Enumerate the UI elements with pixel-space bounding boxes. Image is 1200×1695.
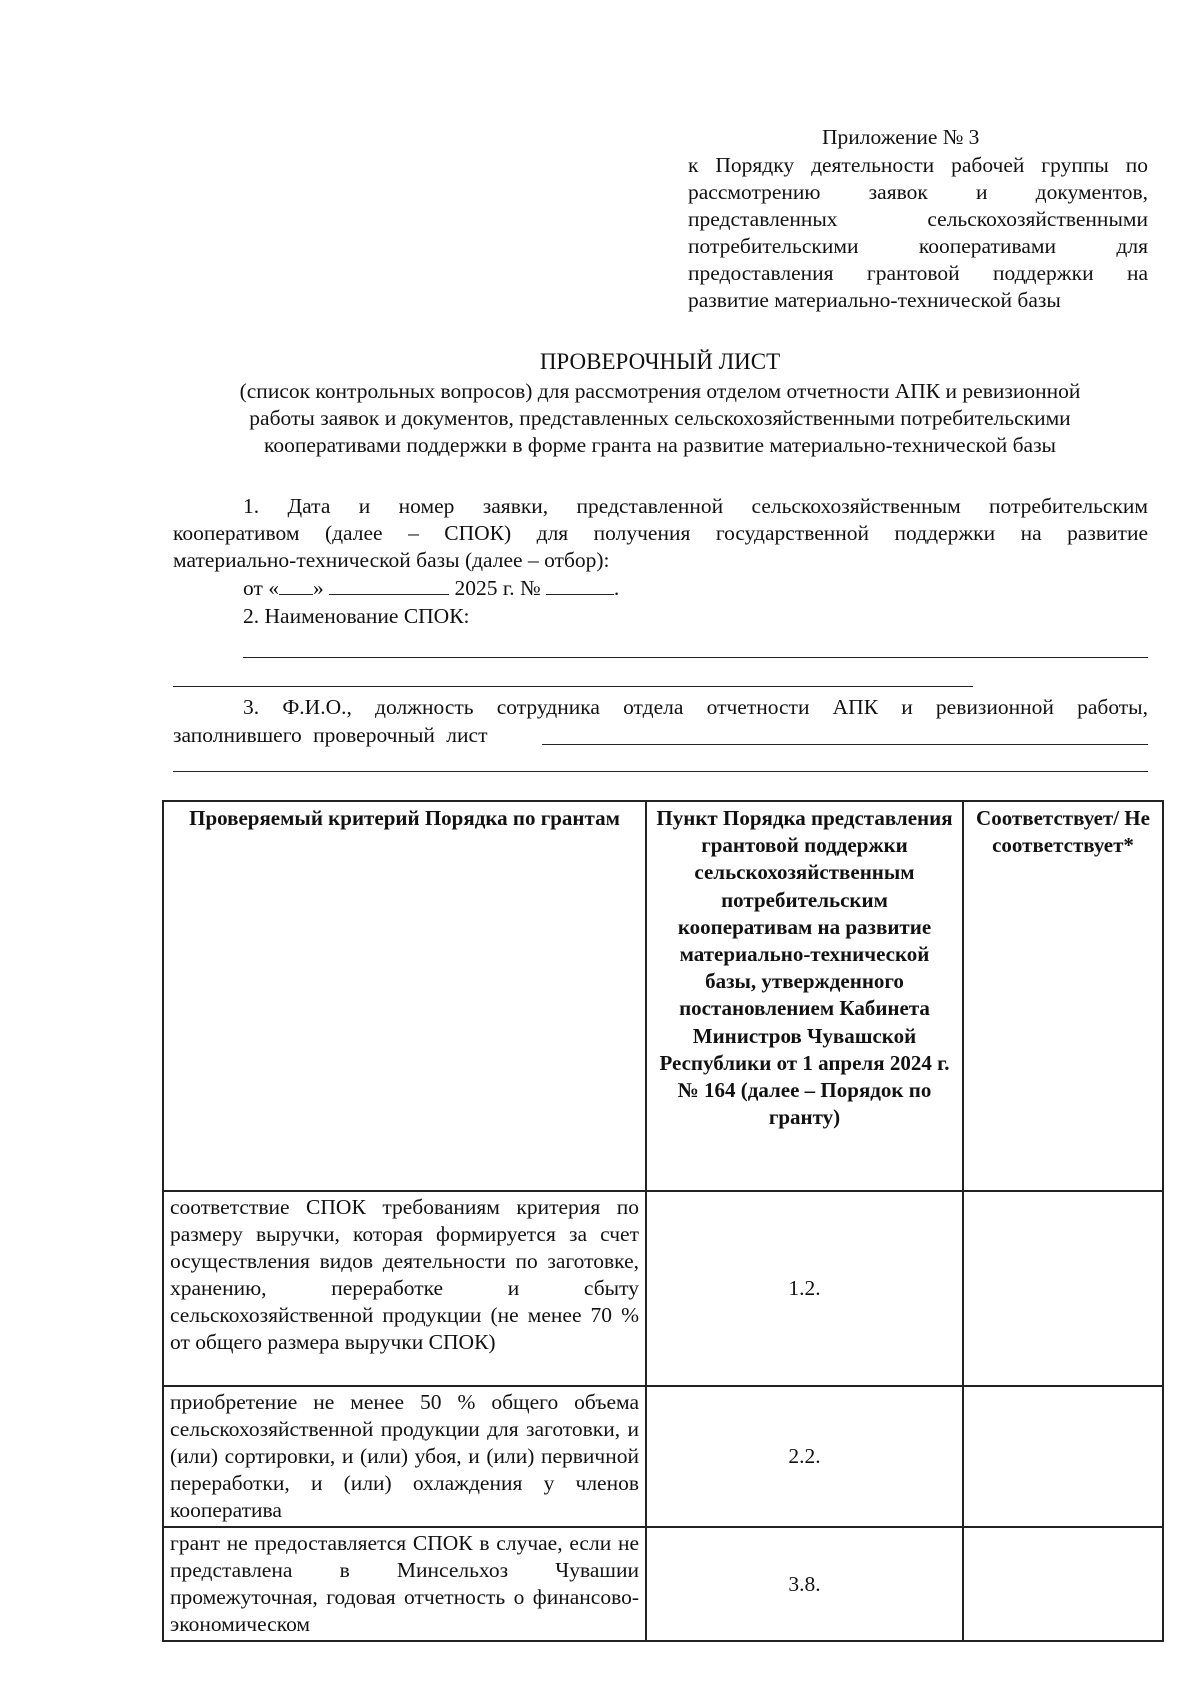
row-criterion: грант не предоставляется СПОК в случае, если не представлена в Минсельхоз Чувашии промежуточная, годовая отчетность о финансово-экономическом [163, 1527, 646, 1641]
row-clause: 1.2. [646, 1191, 963, 1386]
employee-field-line-2[interactable] [173, 771, 1148, 772]
row-criterion: соответствие СПОК требованиям критерия по размеру выручки, которая формируется за счет осуществления видов деятельности по заготовке, хранению, переработке и сбыту сельскохозяйственной продукции (не менее 70 % от общего размера выручки СПОК) [163, 1191, 646, 1386]
spok-name-field-line-1[interactable] [243, 657, 1148, 658]
row-compliance-cell[interactable] [963, 1191, 1163, 1386]
appendix-title: Приложение № 3 [822, 125, 980, 149]
table-header-row [163, 801, 1163, 1191]
header-clause: Пункт Порядка представления грантовой поддержки сельскохозяйственным потребительским кооперативам на развитие материально-технической базы, утвержденного постановлением Кабинета Министров Чувашской Республики от 1 апреля 2024 г. № 164 (далее – Порядок по гранту) [646, 801, 963, 1191]
appendix-line: представленных сельскохозяйственными [688, 207, 1148, 231]
month-field[interactable] [329, 574, 449, 595]
header-compliance: Соответствует/ Не соответствует* [963, 801, 1163, 1191]
item-3-line-2: заполнившего проверочный лист [173, 723, 488, 747]
document-subtitle [160, 378, 1160, 459]
date-year: 2025 г. № [454, 576, 541, 600]
checklist-table [162, 800, 1164, 1642]
spok-name-field-line-2[interactable] [173, 686, 973, 687]
date-number-line [243, 574, 843, 602]
date-mid: » [313, 576, 324, 600]
day-field[interactable] [279, 574, 313, 595]
table-row [163, 1191, 1163, 1386]
table-row [163, 1386, 1163, 1527]
header-criterion: Проверяемый критерий Порядка по грантам [163, 801, 646, 1191]
date-end: . [613, 576, 620, 600]
row-compliance-cell[interactable] [963, 1527, 1163, 1641]
row-compliance-cell[interactable] [963, 1386, 1163, 1527]
subtitle-line: работы заявок и документов, представленных сельскохозяйственными потребительскими [249, 406, 1071, 430]
appendix-line: предоставления грантовой поддержки на [688, 261, 1148, 285]
row-criterion: приобретение не менее 50 % общего объема сельскохозяйственной продукции для заготовки, и (или) сортировки, и (или) убоя, и (или) первичной переработки, и (или) охлаждения у членов кооператива [163, 1386, 646, 1527]
appendix-caption [688, 152, 1148, 314]
row-clause: 3.8. [646, 1527, 963, 1641]
appendix-line: развитие материально-технической базы [688, 288, 1061, 312]
item-1-line: кооперативом (далее – СПОК) для получения государственной поддержки на развитие [173, 521, 1148, 545]
appendix-line: потребительскими кооперативами для [688, 234, 1148, 258]
table-row [163, 1527, 1163, 1641]
appendix-line: рассмотрению заявок и документов, [688, 180, 1148, 204]
subtitle-line: кооперативами поддержки в форме гранта на развитие материально-технической базы [263, 433, 1057, 457]
item-1-line: материально-технической базы (далее – отбор): [173, 548, 610, 572]
item-1-line: 1. Дата и номер заявки, представленной сельскохозяйственным потребительским [243, 494, 1148, 518]
item-1-text [173, 493, 1148, 574]
date-prefix: от « [243, 576, 279, 600]
item-3-line-1: 3. Ф.И.О., должность сотрудника отдела отчетности АПК и ревизионной работы, [243, 695, 1148, 719]
application-number-field[interactable] [546, 574, 614, 595]
document-title: ПРОВЕРОЧНЫЙ ЛИСТ [539, 349, 781, 374]
row-clause: 2.2. [646, 1386, 963, 1527]
appendix-line: к Порядку деятельности рабочей группы по [688, 153, 1148, 177]
subtitle-line: (список контрольных вопросов) для рассмотрения отделом отчетности АПК и ревизионной [239, 379, 1081, 403]
employee-field-line-1[interactable] [542, 744, 1148, 745]
item-2-label: 2. Наименование СПОК: [243, 604, 470, 628]
